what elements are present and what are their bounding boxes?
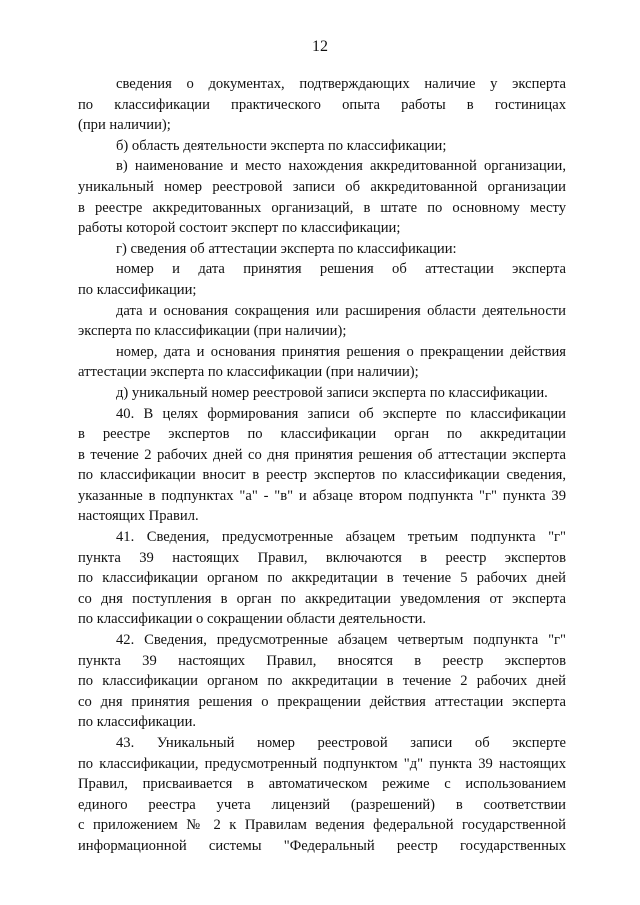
text-line: по классификации вносит в реестр экспертов по классификации сведения, bbox=[78, 467, 566, 484]
text-line: номер, дата и основания принятия решения о прекращении действия bbox=[116, 343, 566, 360]
text-line: работы которой состоит эксперт по классификации; bbox=[78, 220, 401, 237]
text-line: настоящих Правил. bbox=[78, 508, 199, 525]
text-line: номер и дата принятия решения об аттестации эксперта bbox=[116, 261, 566, 278]
text-line: аттестации эксперта по классификации (при наличии); bbox=[78, 364, 419, 381]
text-line: пункта 39 настоящих Правил, вносятся в реестр экспертов bbox=[78, 652, 566, 669]
text-line: с приложением № 2 к Правилам ведения федеральной государственной bbox=[78, 817, 566, 834]
page-number: 12 bbox=[312, 38, 328, 55]
text-line: по классификации, предусмотренный подпунктом "д" пункта 39 настоящих bbox=[78, 755, 566, 772]
text-line: по классификации; bbox=[78, 281, 197, 298]
text-line: в) наименование и место нахождения аккредитованной организации, bbox=[116, 158, 566, 175]
text-line: в реестре аккредитованных организаций, в штате по основному месту bbox=[78, 199, 566, 216]
text-line: 42. Сведения, предусмотренные абзацем четвертым подпункта "г" bbox=[116, 632, 566, 649]
text-line: дата и основания сокращения или расширения области деятельности bbox=[116, 302, 566, 319]
text-line: 40. В целях формирования записи об эксперте по классификации bbox=[116, 405, 566, 422]
text-line: по классификации о сокращении области деятельности. bbox=[78, 611, 427, 628]
text-line: в течение 2 рабочих дней со дня принятия решения об аттестации эксперта bbox=[78, 446, 566, 463]
text-line: б) область деятельности эксперта по классификации; bbox=[116, 137, 447, 154]
text-line: со дня принятия решения о прекращении действия аттестации эксперта bbox=[78, 693, 566, 710]
text-line: единого реестра учета лицензий (разрешений) в соответствии bbox=[78, 796, 566, 813]
text-line: (при наличии); bbox=[78, 117, 171, 134]
text-line: уникальный номер реестровой записи об аккредитованной организации bbox=[78, 178, 566, 195]
text-line: по классификации органом по аккредитации в течение 2 рабочих дней bbox=[78, 673, 566, 690]
text-line: Правил, присваивается в автоматическом режиме с использованием bbox=[78, 776, 566, 793]
text-line: со дня поступления в орган по аккредитации уведомления от эксперта bbox=[78, 590, 566, 607]
text-line: эксперта по классификации (при наличии); bbox=[78, 323, 347, 340]
text-line: сведения о документах, подтверждающих наличие у эксперта bbox=[116, 76, 566, 92]
text-line: пункта 39 настоящих Правил, включаются в реестр экспертов bbox=[78, 549, 566, 566]
text-line: г) сведения об аттестации эксперта по классификации: bbox=[116, 240, 457, 257]
body-text bbox=[78, 74, 566, 857]
text-line: д) уникальный номер реестровой записи эксперта по классификации. bbox=[116, 384, 548, 401]
text-line: по классификации практического опыта работы в гостиницах bbox=[78, 96, 566, 113]
text-line: по классификации. bbox=[78, 714, 197, 731]
text-line: 41. Сведения, предусмотренные абзацем третьим подпункта "г" bbox=[116, 529, 566, 546]
text-line: в реестре экспертов по классификации орган по аккредитации bbox=[78, 426, 566, 443]
text-line: по классификации органом по аккредитации в течение 5 рабочих дней bbox=[78, 570, 566, 587]
text-line: информационной системы "Федеральный реестр государственных bbox=[78, 837, 566, 854]
text-line: 43. Уникальный номер реестровой записи об эксперте bbox=[116, 735, 566, 751]
text-line: указанные в подпунктах "а" - "в" и абзаце втором подпункта "г" пункта 39 bbox=[78, 487, 566, 504]
